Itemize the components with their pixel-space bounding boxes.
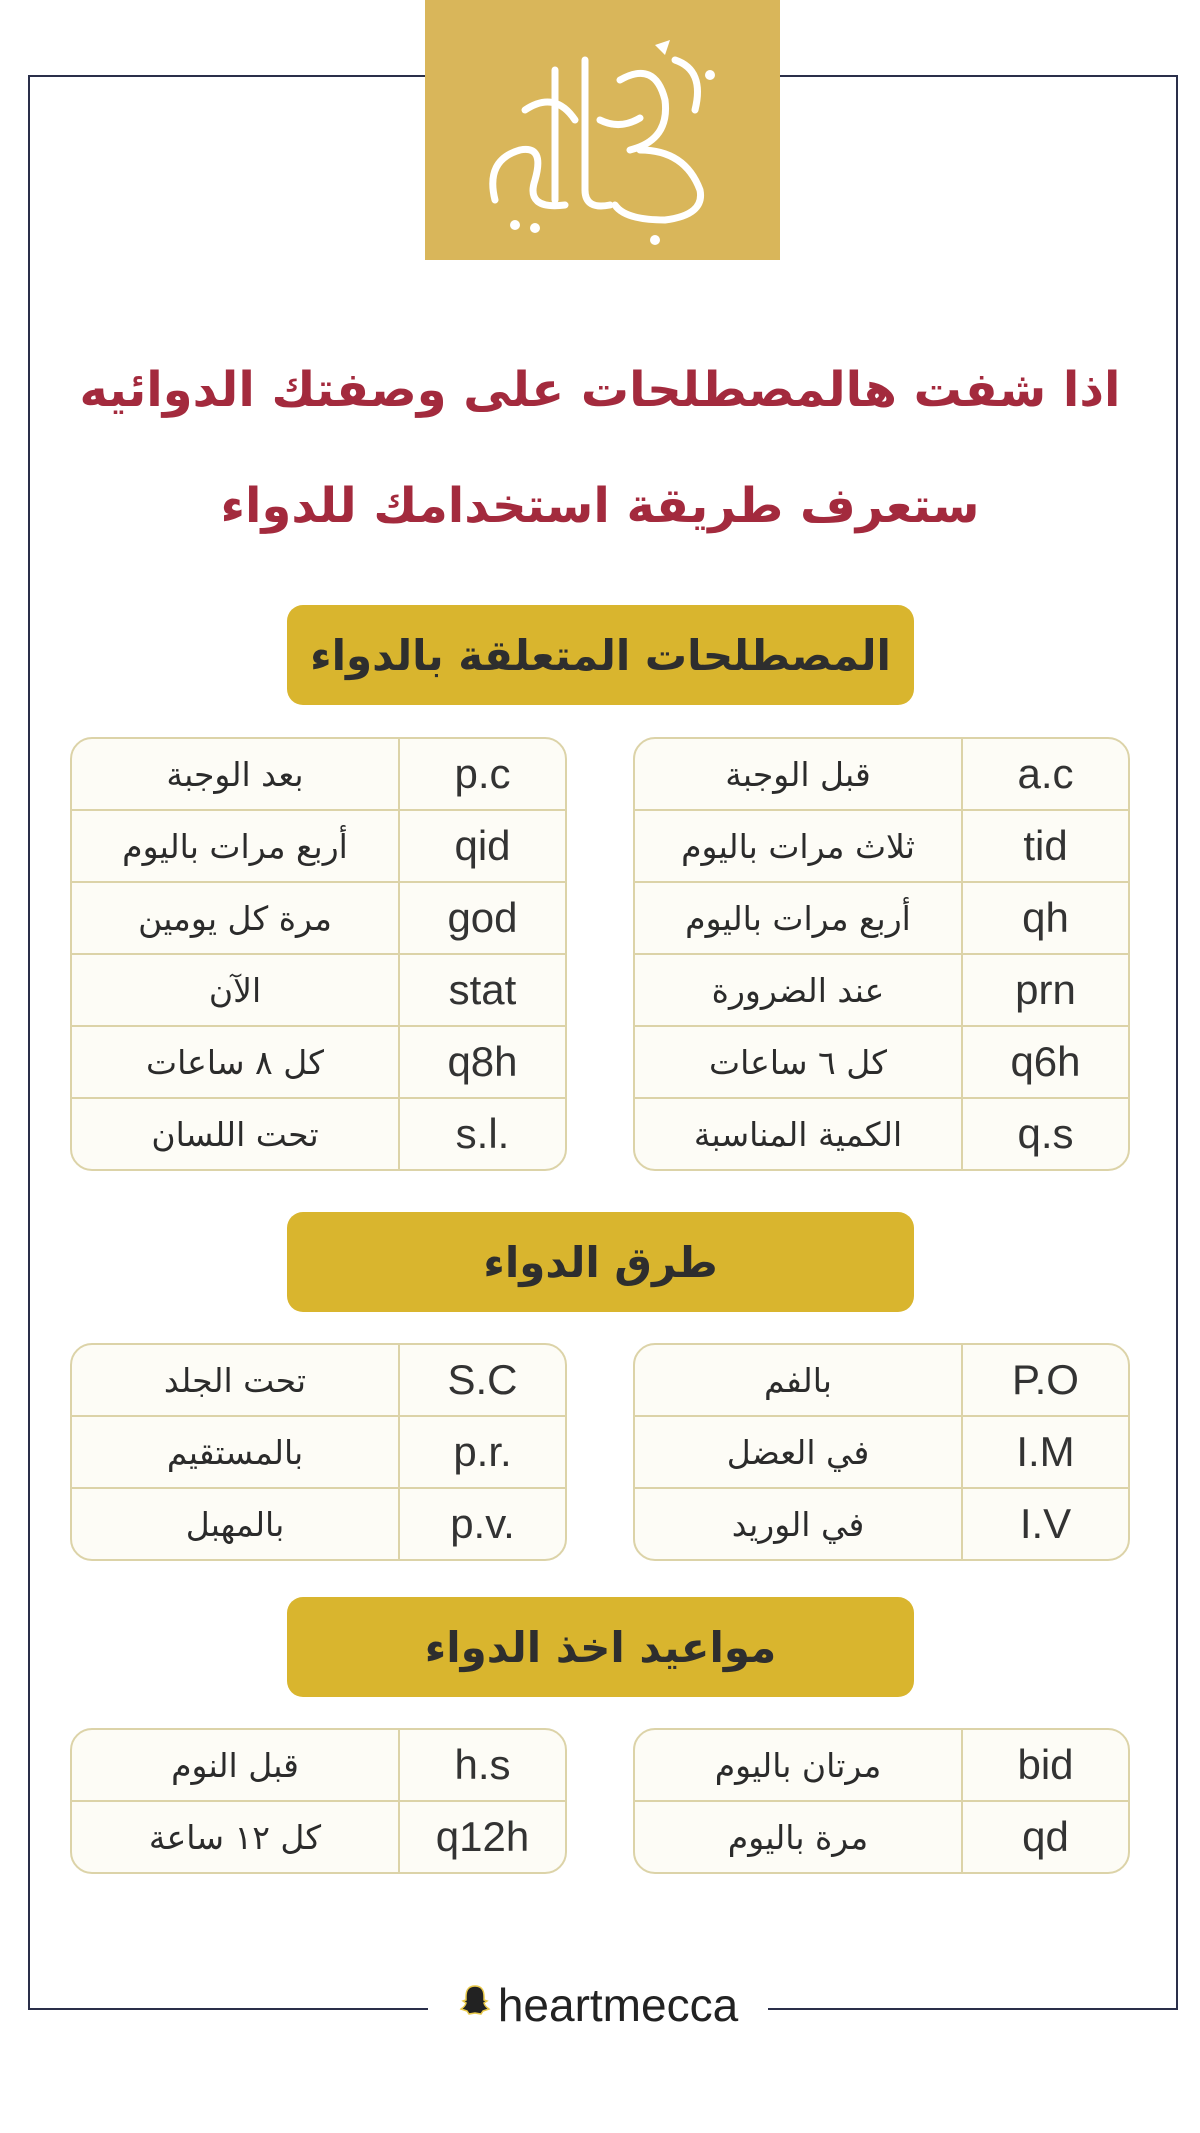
table-row — [72, 1730, 565, 1800]
headline-line-2: ستعرف طريقة استخدامك للدواء — [220, 478, 980, 534]
table-row — [72, 1097, 565, 1169]
table-row — [635, 1800, 1128, 1872]
term-meaning: كل ٨ ساعات — [72, 1027, 400, 1097]
table-row — [72, 1345, 565, 1415]
table-row — [72, 1025, 565, 1097]
footer-handle-text: heartmecca — [497, 1979, 739, 2031]
term-abbr: q12h — [435, 1813, 530, 1860]
term-meaning: قبل النوم — [72, 1730, 400, 1800]
calligraphy-logo-icon — [425, 0, 780, 260]
term-meaning: الكمية المناسبة — [635, 1099, 963, 1169]
term-abbr: S.C — [447, 1356, 518, 1403]
term-meaning: بالمستقيم — [72, 1417, 400, 1487]
term-meaning: في الوريد — [635, 1489, 963, 1559]
timing-table-right — [633, 1728, 1130, 1874]
table-row — [635, 1345, 1128, 1415]
term-meaning: تحت اللسان — [72, 1099, 400, 1169]
term-meaning: في العضل — [635, 1417, 963, 1487]
term-meaning: مرتان باليوم — [635, 1730, 963, 1800]
term-abbr: p.c — [454, 750, 511, 797]
footer-handle — [428, 1975, 768, 2035]
term-abbr: tid — [1023, 822, 1068, 869]
table-row — [72, 953, 565, 1025]
timing-table-left — [70, 1728, 567, 1874]
term-meaning: تحت الجلد — [72, 1345, 400, 1415]
terms-table-right — [633, 737, 1130, 1171]
term-meaning: مرة باليوم — [635, 1802, 963, 1872]
term-abbr: I.M — [1016, 1428, 1075, 1475]
term-abbr: stat — [448, 966, 517, 1013]
term-abbr: q8h — [447, 1038, 518, 1085]
snapchat-ghost-icon — [458, 1983, 492, 2027]
term-abbr: qh — [1022, 894, 1069, 941]
routes-table-right — [633, 1343, 1130, 1561]
term-abbr: qd — [1022, 1813, 1069, 1860]
term-abbr: qid — [454, 822, 511, 869]
term-abbr: q.s — [1017, 1110, 1074, 1157]
term-meaning: أربع مرات باليوم — [635, 883, 963, 953]
term-abbr: I.V — [1019, 1500, 1072, 1547]
table-row — [72, 1415, 565, 1487]
term-abbr: P.O — [1012, 1356, 1079, 1403]
table-row — [635, 953, 1128, 1025]
table-row — [635, 1730, 1128, 1800]
term-abbr: q6h — [1010, 1038, 1081, 1085]
routes-table-left — [70, 1343, 567, 1561]
term-abbr: p.r. — [453, 1428, 512, 1475]
table-row — [72, 1800, 565, 1872]
term-meaning: بعد الوجبة — [72, 739, 400, 809]
term-abbr: a.c — [1017, 750, 1074, 797]
term-abbr: god — [447, 894, 518, 941]
term-abbr: s.l. — [455, 1110, 510, 1157]
term-meaning: أربع مرات باليوم — [72, 811, 400, 881]
table-row — [635, 739, 1128, 809]
table-row — [635, 1415, 1128, 1487]
table-row — [635, 1025, 1128, 1097]
headline-line-1: اذا شفت هالمصطلحات على وصفتك الدوائيه — [79, 362, 1121, 418]
table-row — [635, 809, 1128, 881]
term-meaning: كل ١٢ ساعة — [72, 1802, 400, 1872]
terms-table-left — [70, 737, 567, 1171]
term-meaning: قبل الوجبة — [635, 739, 963, 809]
section-title-timing: مواعيد اخذ الدواء — [287, 1597, 914, 1697]
table-row — [72, 739, 565, 809]
term-abbr: prn — [1015, 966, 1076, 1013]
term-meaning: بالمهبل — [72, 1489, 400, 1559]
table-row — [72, 809, 565, 881]
term-meaning: كل ٦ ساعات — [635, 1027, 963, 1097]
term-meaning: مرة كل يومين — [72, 883, 400, 953]
section-title-terms: المصطلحات المتعلقة بالدواء — [287, 605, 914, 705]
table-row — [72, 881, 565, 953]
logo — [425, 0, 780, 260]
table-row — [635, 1487, 1128, 1559]
table-row — [635, 1097, 1128, 1169]
term-meaning: ثلاث مرات باليوم — [635, 811, 963, 881]
section-title-routes: طرق الدواء — [287, 1212, 914, 1312]
table-row — [72, 1487, 565, 1559]
term-meaning: الآن — [72, 955, 400, 1025]
term-abbr: bid — [1017, 1741, 1074, 1788]
term-abbr: p.v. — [450, 1500, 515, 1547]
term-meaning: عند الضرورة — [635, 955, 963, 1025]
term-meaning: بالفم — [635, 1345, 963, 1415]
term-abbr: h.s — [454, 1741, 511, 1788]
table-row — [635, 881, 1128, 953]
